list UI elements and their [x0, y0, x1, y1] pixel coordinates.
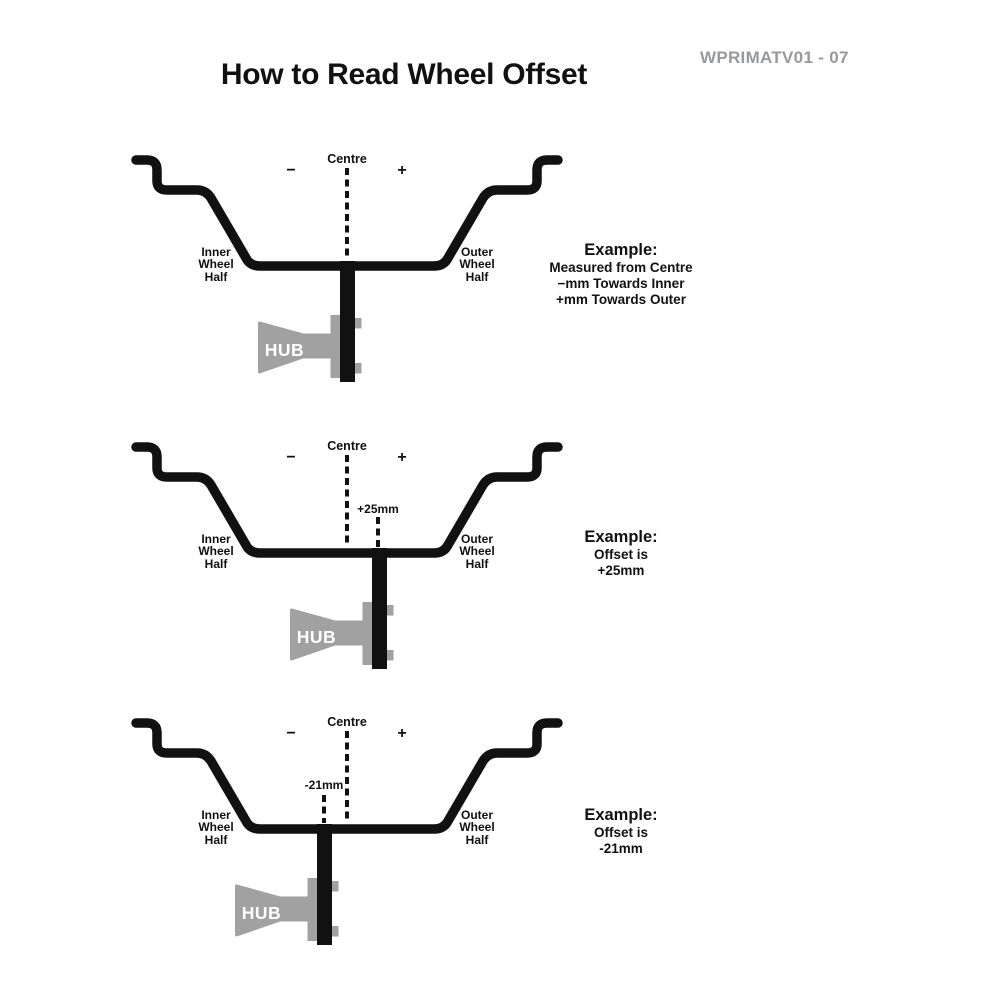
hub-group — [292, 548, 394, 669]
plus-sign-label: + — [397, 449, 407, 466]
inner-wheel-half-label — [198, 246, 233, 283]
outer-label-line: Outer — [460, 532, 493, 546]
plus-sign-label: + — [397, 725, 407, 742]
outer-label-line: Half — [465, 832, 489, 847]
hub-group — [260, 261, 362, 382]
inner-label-line: Wheel — [198, 257, 234, 272]
example-line: −mm Towards Inner — [557, 276, 685, 291]
inner-label-line: Inner — [201, 532, 231, 546]
inner-label-line: Inner — [201, 245, 231, 259]
minus-sign-label: − — [286, 449, 296, 466]
minus-sign-label: − — [286, 725, 296, 742]
doc-code: WPRIMATV01 - 07 — [700, 48, 849, 67]
example-line: -21mm — [599, 841, 643, 856]
outer-label-line: Half — [465, 556, 489, 571]
example-line: +mm Towards Outer — [556, 292, 686, 307]
inner-label-line: Wheel — [198, 820, 234, 835]
inner-label-line: Inner — [201, 808, 231, 822]
centre-label: Centre — [327, 715, 367, 729]
outer-label-line: Outer — [460, 245, 493, 259]
hub-assembly-instance — [292, 548, 394, 669]
outer-label-line: Wheel — [459, 544, 495, 559]
outer-label-line: Wheel — [459, 257, 495, 272]
plus-sign-label: + — [397, 162, 407, 179]
hub-assembly-instance — [260, 261, 362, 382]
inner-label-line: Half — [204, 832, 228, 847]
outer-label-line: Half — [465, 269, 489, 284]
offset-value-label: -21mm — [304, 778, 344, 792]
inner-wheel-half-label — [198, 809, 233, 846]
example-heading: Example: — [584, 241, 658, 259]
example-block — [584, 806, 657, 857]
example-block — [549, 241, 692, 308]
offset-value-label: +25mm — [357, 502, 399, 516]
example-line: Offset is — [593, 825, 648, 840]
inner-label-line: Half — [204, 556, 228, 571]
example-line: +25mm — [597, 563, 645, 578]
centre-label: Centre — [327, 152, 367, 166]
example-heading: Example: — [584, 528, 658, 546]
example-block — [584, 528, 657, 579]
example-heading: Example: — [584, 806, 658, 824]
outer-label-line: Wheel — [459, 820, 495, 835]
page-title: How to Read Wheel Offset — [220, 58, 588, 91]
minus-sign-label: − — [286, 162, 296, 179]
outer-label-line: Outer — [460, 808, 493, 822]
hub-group — [237, 824, 339, 945]
hub-assembly-instance — [237, 824, 339, 945]
example-line: Offset is — [593, 547, 648, 562]
outer-wheel-half-label — [459, 533, 494, 570]
inner-label-line: Half — [204, 269, 228, 284]
outer-wheel-half-label — [459, 246, 494, 283]
hub-label: HUB — [264, 340, 305, 360]
hub-label: HUB — [241, 903, 282, 923]
hub-label: HUB — [296, 627, 337, 647]
centre-label: Centre — [327, 439, 367, 453]
outer-wheel-half-label — [459, 809, 494, 846]
inner-label-line: Wheel — [198, 544, 234, 559]
example-line: Measured from Centre — [549, 260, 693, 275]
inner-wheel-half-label — [198, 533, 233, 570]
